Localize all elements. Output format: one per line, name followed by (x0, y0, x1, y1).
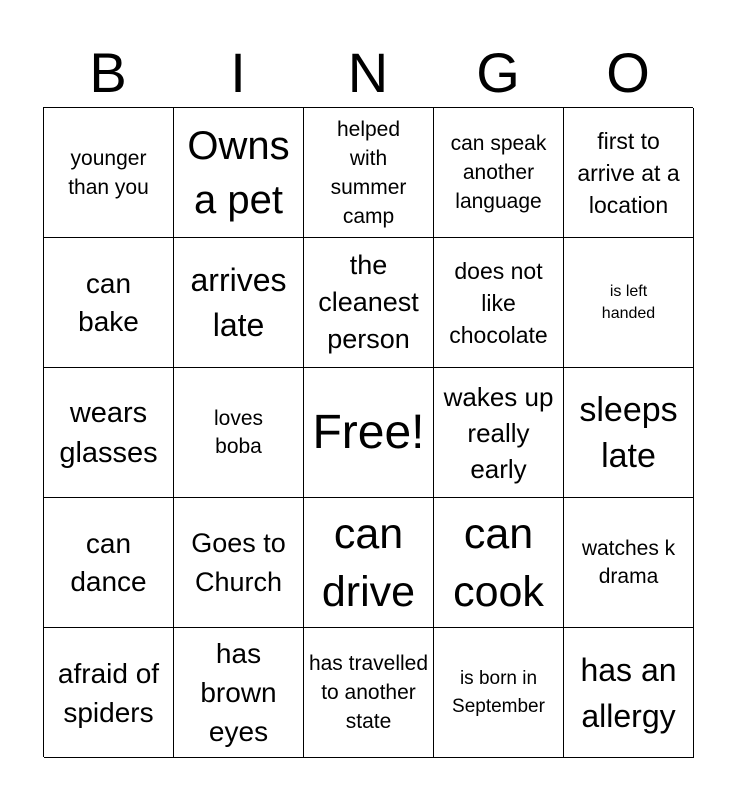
bingo-cell[interactable]: can cook (434, 498, 564, 628)
bingo-cell[interactable]: is born in September (434, 628, 564, 758)
bingo-cell[interactable]: wears glasses (44, 368, 174, 498)
bingo-cell[interactable]: has travelled to another state (304, 628, 434, 758)
bingo-cell[interactable]: can bake (44, 238, 174, 368)
bingo-cell[interactable]: the cleanest person (304, 238, 434, 368)
bingo-cell[interactable]: can speak another language (434, 108, 564, 238)
bingo-cell[interactable]: arrives late (174, 238, 304, 368)
bingo-cell[interactable]: helped with summer camp (304, 108, 434, 238)
bingo-header (43, 40, 693, 106)
bingo-cell[interactable]: can drive (304, 498, 434, 628)
bingo-cell[interactable]: loves boba (174, 368, 304, 498)
bingo-cell[interactable]: wakes up really early (434, 368, 564, 498)
bingo-cell[interactable]: has an allergy (564, 628, 694, 758)
header-letter-o: O (606, 41, 650, 104)
bingo-cell[interactable]: Owns a pet (174, 108, 304, 238)
bingo-cell[interactable]: does not like chocolate (434, 238, 564, 368)
bingo-grid (43, 107, 693, 757)
bingo-cell[interactable]: afraid of spiders (44, 628, 174, 758)
bingo-cell[interactable]: first to arrive at a location (564, 108, 694, 238)
bingo-cell[interactable]: Free! (304, 368, 434, 498)
bingo-cell[interactable]: is left handed (564, 238, 694, 368)
bingo-cell[interactable]: younger than you (44, 108, 174, 238)
header-letter-g: G (476, 41, 520, 104)
bingo-cell[interactable]: has brown eyes (174, 628, 304, 758)
header-letter-n: N (347, 41, 389, 104)
bingo-cell[interactable]: Goes to Church (174, 498, 304, 628)
header-letter-b: B (89, 41, 127, 104)
header-letter-i: I (230, 41, 246, 104)
bingo-cell[interactable]: watches k drama (564, 498, 694, 628)
bingo-cell[interactable]: sleeps late (564, 368, 694, 498)
bingo-cell[interactable]: can dance (44, 498, 174, 628)
